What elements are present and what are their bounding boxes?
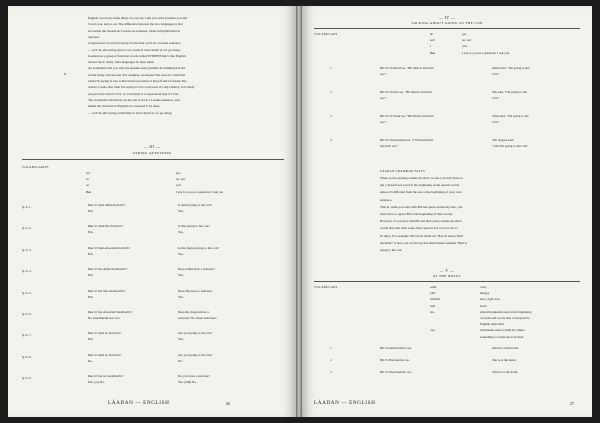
sentence-laadan-cont: wa!" xyxy=(380,72,387,76)
vocab-gloss: yes xyxy=(462,32,467,36)
qa-answer: Em. xyxy=(88,273,94,278)
sentence2-laadan: Bíi ril Sha bahoho wa. xyxy=(380,358,410,362)
vocab2-gloss: new; right now xyxy=(480,297,500,302)
qa-translation-question: Does Sha have a suitcase? xyxy=(178,288,213,293)
sentence-label: 3. xyxy=(330,114,333,118)
page-number: 26 xyxy=(226,401,230,406)
vocab-label: VOCABULARY xyxy=(314,32,338,36)
vocab-gloss: I say to you as a question; I ask you xyxy=(176,189,224,194)
vocab-gloss: you xyxy=(176,183,181,188)
vocab-word: Báa xyxy=(430,50,436,55)
qa-question: Báa ril thad Athid bucheéh? xyxy=(88,203,126,207)
page-footer: LÁADAN — ENGLISH xyxy=(314,400,376,406)
section-rule xyxy=(22,159,284,160)
qa-question: Báa ril tha Athid imedimethi? xyxy=(88,267,128,272)
sentence-english-cont: con!" xyxy=(492,96,500,100)
sentence-label: 2. xyxy=(330,90,333,94)
vocab-word: ne xyxy=(86,183,90,188)
qa-question: Báa ril tha dowamid imedimethi? xyxy=(88,310,133,314)
sentence-english-cont: con!" xyxy=(492,72,500,76)
sentence-english-cont: "And I'm going to the con!" xyxy=(492,144,529,148)
vocab2-gloss: something or someone is located xyxy=(480,334,524,339)
grammar-line: sentence. xyxy=(380,197,393,202)
qa-translation-answer: suitcase? No, three suitcases! xyxy=(178,316,217,320)
sentence2-english: Athid is at the hotel. xyxy=(492,346,519,350)
vocab-word: Báa xyxy=(86,189,92,194)
sentence-english: Sha said, "I'm going to the xyxy=(492,90,527,94)
grammar-line: That is, when you start with Bíi and quote somebody else, you xyxy=(380,204,463,209)
paragraph-line: optional. xyxy=(88,34,100,39)
vocab2-gloss: plural morpheme used at the beginning xyxy=(480,309,532,314)
qa-answer: Em. xyxy=(88,337,94,342)
vocab2-word: wida xyxy=(430,285,437,289)
sentence-laadan-cont: wa!" xyxy=(380,120,387,124)
vocab-gloss: you xyxy=(462,44,467,49)
paragraph-line: A Speech Act word will always be the first word in a Láadan sentence. xyxy=(88,41,182,46)
qa-label: Q/A 8. xyxy=(22,354,32,359)
qa-answer: Em. xyxy=(88,294,94,299)
sentence2-laadan: Bíi ril Athid bahoho wa. xyxy=(380,346,412,350)
section-title: TALKING ABOUT GOING TO THE CON xyxy=(411,21,483,25)
vocab2-gloss: English adjectives xyxy=(480,322,505,327)
paragraph-line: reason I claim that what I'm saying is true is because it's self-evident; everybody xyxy=(88,85,195,90)
grammar-line: However, if you start with Bíi and then quote somebody else's xyxy=(380,219,462,224)
qa-translation-answer: Yes. xyxy=(178,209,184,213)
paragraph-line: — we'll be discussing speech act words in more detail as we go along. xyxy=(88,47,181,52)
qa-translation-answer: Yes. xyxy=(178,337,184,342)
paragraph-line: what I'm saying is true is that I have perceived it myself and wi means The xyxy=(88,79,187,83)
grammar-line: be there. For example: Bíi eril di Athid wa, 'Báa ril shaad Thad xyxy=(380,233,463,238)
paragraph-line: in Láadan the Speech Act words are required, while in English they're xyxy=(88,28,181,33)
left-page xyxy=(8,6,296,417)
qa-question: Báa ril tha ne imedimethi? xyxy=(88,374,124,379)
vocab2-label: VOCABULARY xyxy=(314,285,338,289)
section-numeral: — III — xyxy=(143,144,161,149)
sentence-label: 4. xyxy=(330,138,333,142)
qa-translation-answer: Yes. (OR) No. xyxy=(178,380,197,385)
qa-translation-question: Does Athid have a suitcase? xyxy=(178,267,215,272)
qa-question: Báa ril thad ne bucheéh? xyxy=(88,331,122,336)
page-footer: LÁADAN — ENGLISH xyxy=(108,400,170,406)
margin-mark: 6. xyxy=(64,72,67,76)
vocab-gloss: no; not xyxy=(176,177,186,182)
qa-translation-question: Does the dragon have a xyxy=(178,310,209,314)
qa-label: Q/A 5. xyxy=(22,290,32,295)
grammar-line: bucheéh?' is how you would say that Athid asked whether Thad is xyxy=(380,240,467,245)
vocab2-word: yide xyxy=(430,291,436,296)
qa-translation-question: Is Athid going to the con? xyxy=(178,203,213,207)
qa-label: Q/A 3. xyxy=(22,247,32,252)
sentence2-label: 3. xyxy=(330,370,333,374)
qa-answer: Em. xyxy=(88,230,94,235)
paragraph-line: words being said are true. For example, we means The reason I claim that xyxy=(88,72,186,77)
qa-question: Báa ril tha Sha imedimethi? xyxy=(88,288,126,293)
qa-answer: Ra, imedimethi hoé wa! xyxy=(88,316,120,320)
qa-answer: Em. xyxy=(88,251,94,256)
sentence2-laadan: Bíi ril Thad bahoho wa. xyxy=(380,370,412,374)
qa-label: Q/A 2. xyxy=(22,226,32,231)
vocab2-word: loth xyxy=(430,303,436,308)
vocab-gloss: yes xyxy=(176,171,181,175)
qa-translation-question: Are you going to the con? xyxy=(178,331,213,336)
grammar-line: words that start with some other Speech Act word, it has to xyxy=(380,226,458,231)
qa-question: Báa ril thad dowamid bucheéh? xyxy=(88,245,131,250)
qa-translation-answer: Yes. xyxy=(178,273,184,278)
qa-question: Báa ril thad ne bucheéh? xyxy=(88,352,122,357)
vocab2-gloss: carry xyxy=(480,285,487,289)
vocab-word: ard xyxy=(430,38,435,43)
qa-label: Q/A 7. xyxy=(22,333,32,338)
section-rule xyxy=(314,28,580,29)
section2-title: AT THE HOTEL xyxy=(432,274,462,278)
qa-label: Q/A 6. xyxy=(22,312,32,316)
vocab-gloss: no; not xyxy=(462,38,472,43)
qa-translation-answer: Yes. xyxy=(178,230,184,235)
qa-answer: Em. xyxy=(88,209,94,213)
vocab-word: em xyxy=(86,171,90,175)
sentence-laadan: Bíi eril di dowamid wa, "I thl thad lebéa xyxy=(380,138,434,142)
section2-numeral: — V — xyxy=(439,268,455,273)
sentence-laadan: Bíi eril di Thad wa, "Bíi thad le bucheéh xyxy=(380,114,434,118)
sentence-english: Athid said, "I'm going to the xyxy=(492,66,530,70)
vocab2-gloss: hotel xyxy=(480,303,487,308)
sentence2-english: Thad is at the hotel. xyxy=(492,370,519,374)
sentence2-english: Sha is at the hotel. xyxy=(492,358,517,362)
grammar-title: LÁADAN GRAMMAR FACTS xyxy=(380,169,426,173)
paragraph-line: The evidential will always be the last word in a Láadan sentence, and, xyxy=(88,97,181,102)
page-number: 27 xyxy=(570,401,574,406)
sentence2-label: 1. xyxy=(330,346,333,350)
vocab-gloss: I say to you as a question; I ask you xyxy=(462,50,510,55)
section-numeral: — IV — xyxy=(438,15,456,20)
vocab2-word: bithaho xyxy=(430,297,441,302)
vocab2-word: -ha- xyxy=(430,328,436,333)
section-title: ASKING QUESTIONS xyxy=(132,151,172,155)
paragraph-line: — we'll be discussing evidentials in more detail as we go along. xyxy=(88,110,173,115)
paragraph-line: unlike the structure in English, it's required to be there. xyxy=(88,104,161,109)
vocab2-gloss: morpheme used to indicate where xyxy=(480,328,525,333)
qa-translation-question: Is Sha going to the con? xyxy=(178,224,210,229)
grammar-line: When you're quoting somebody else's words, you don't have to xyxy=(380,176,464,180)
paragraph-line: I warn you, and so on. The difference between the two languages is that xyxy=(88,22,183,27)
paragraph-line: English can do the same thing; we can say I ask you and I promise you and xyxy=(88,16,188,20)
qa-translation-question: Are you going to the con? xyxy=(178,352,213,357)
section2-rule xyxy=(314,281,580,282)
grammar-line: going to the con. xyxy=(380,248,403,252)
qa-answer: Ra. xyxy=(88,358,93,363)
sentence-english-cont: con!" xyxy=(492,120,500,124)
vocab-word: ra xyxy=(86,177,89,182)
vocab-word: di xyxy=(430,32,433,36)
sentence-laadan-cont: bucheéh wa!" xyxy=(380,144,399,148)
qa-label: Q/A 1. xyxy=(22,205,32,209)
qa-label: Q/A 9. xyxy=(22,376,32,381)
paragraph-line: can perceive that it's true, or everybody is in agreement that it's true. xyxy=(88,91,179,96)
vocab2-gloss: of verbs and words that correspond to xyxy=(480,316,530,320)
vocab-word: l xyxy=(430,44,431,49)
paragraph-line: Láadan has a group of function words called EVIDENTIALS that English xyxy=(88,53,186,58)
sentence-laadan: Bíi eril di Sha wa, "Bíi thad le bucheéh xyxy=(380,90,432,94)
vocab2-word: me- xyxy=(430,309,435,314)
vocab-label: VOCABULARIES xyxy=(22,165,49,169)
qa-translation-answer: Yes. xyxy=(178,294,184,299)
sentence-english: The dragon said, xyxy=(492,138,515,142)
grammar-line: put a Speech Act word at the beginning of the quoted words xyxy=(380,183,460,188)
qa-translation-question: Do you have a suitcase? xyxy=(178,374,210,379)
qa-translation-question: Is the dragon going to the con? xyxy=(178,245,219,250)
right-page xyxy=(302,6,592,417)
qa-answer: Em. (or) Ra. xyxy=(88,380,105,385)
qa-label: Q/A 4. xyxy=(22,269,32,274)
sentence-laadan-cont: wa!" xyxy=(380,96,387,100)
paragraph-line: An evidential tells you why the speaker feels justified in claiming that the xyxy=(88,66,186,71)
qa-translation-answer: Yes. xyxy=(178,251,184,256)
sentence2-label: 2. xyxy=(330,358,333,362)
sentence-laadan: Bíi eril di Athid wa, "Bíi thad le bucheéh xyxy=(380,66,434,70)
grammar-line: don't have to repeat Bíi at the beginning of their words. xyxy=(380,212,453,216)
vocab2-gloss: hungry xyxy=(480,291,490,296)
paragraph-line: doesn't have; many other languages do have them. xyxy=(88,60,155,65)
grammar-line: unless it's different from the one at the beginning of your own xyxy=(380,190,462,195)
qa-question: Báa ril thad Sha bucheéh? xyxy=(88,224,124,229)
qa-translation-answer: No. xyxy=(178,358,183,363)
sentence-label: 1. xyxy=(330,66,333,70)
sentence-english: Thad said, "I'm going to the xyxy=(492,114,529,118)
